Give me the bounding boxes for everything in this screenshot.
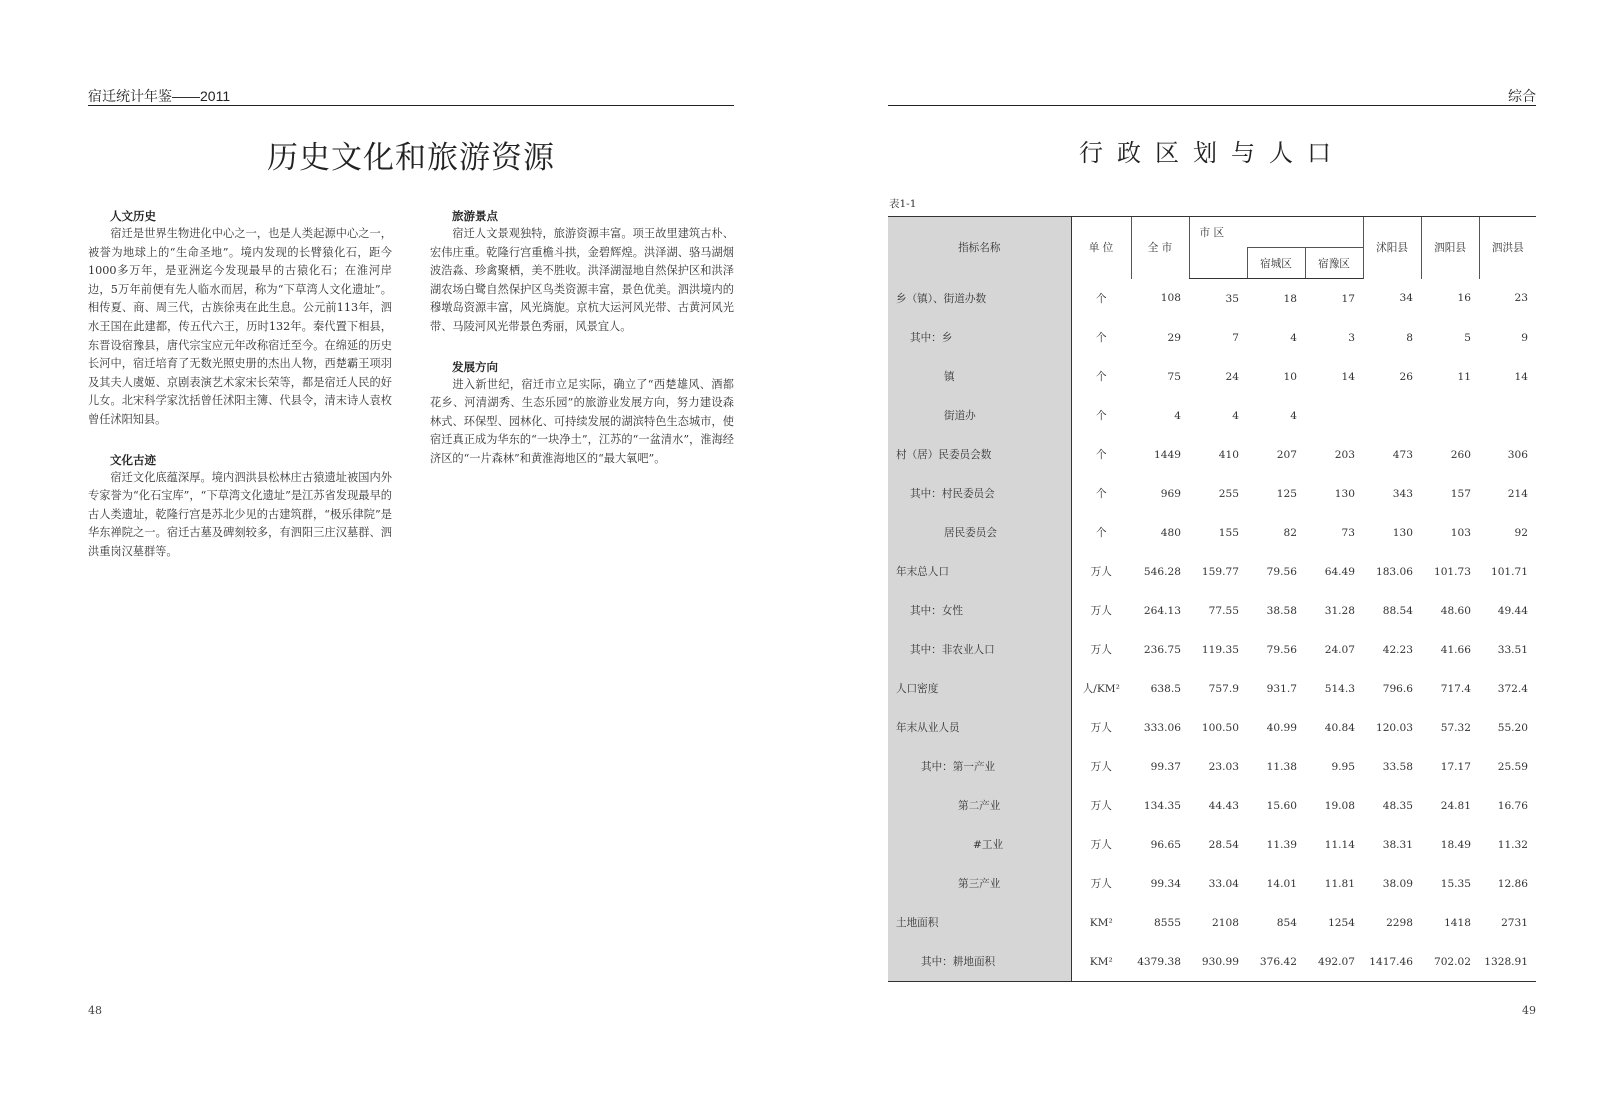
cell-sucheng: 38.58 [1266, 604, 1297, 617]
cell-shuyang: 34 [1399, 292, 1414, 305]
cell-city: 236.75 [1143, 643, 1181, 656]
table-row [888, 591, 1536, 630]
cell-sihong: 33.51 [1497, 643, 1529, 656]
cell-suyu: 492.07 [1305, 942, 1363, 982]
statistics-table [888, 216, 1536, 982]
cell-shuyang: 48.35 [1382, 799, 1414, 812]
cell-suyu: 9.95 [1331, 760, 1356, 773]
cell-suyu: 203 [1334, 448, 1356, 461]
row-unit: 个 [1095, 292, 1107, 305]
cell-sihong: 306 [1507, 448, 1529, 461]
cell-city: 264.13 [1143, 604, 1181, 617]
row-unit: 万人 [1090, 605, 1112, 617]
table-row [888, 903, 1536, 942]
cell-city: 96.65 [1150, 838, 1181, 851]
cell-sihong: 214 [1507, 487, 1529, 500]
right-page-title: 行政区划与人口 [1079, 139, 1345, 167]
cell-suyu: 514.3 [1324, 682, 1356, 695]
cell-shuyang: 38.31 [1382, 838, 1414, 851]
cell-siyang: 17.17 [1440, 760, 1472, 773]
cell-city: 99.34 [1150, 877, 1181, 890]
row-indicator-name: 其中：非农业人口 [888, 630, 1071, 669]
cell-siyang [1421, 396, 1479, 435]
cell-district: 100.50 [1201, 721, 1239, 734]
row-indicator-name: #工业 [888, 825, 1071, 864]
row-indicator-name: 镇 [888, 357, 1071, 396]
section-heading-attractions: 旅游景点 [452, 211, 498, 223]
row-unit: 个 [1095, 332, 1107, 344]
cell-suyu: 11.14 [1324, 838, 1356, 851]
cell-city: 8555 [1154, 916, 1181, 929]
table-row [888, 786, 1536, 825]
cell-sucheng: 40.99 [1266, 721, 1297, 734]
cell-district: 4 [1232, 409, 1239, 422]
cell-district: 410 [1218, 448, 1239, 461]
cell-shuyang: 33.58 [1382, 760, 1414, 773]
cell-siyang: 101.73 [1433, 565, 1472, 578]
cell-shuyang: 38.09 [1382, 877, 1414, 890]
right-page-number: 49 [1522, 1004, 1536, 1017]
right-header-rule [888, 105, 1536, 106]
header-district-blank [1189, 248, 1247, 279]
row-unit: 万人 [1090, 722, 1112, 734]
table-row [888, 318, 1536, 357]
cell-shuyang: 120.03 [1375, 721, 1414, 734]
table-row [888, 630, 1536, 669]
cell-siyang: 57.32 [1440, 721, 1472, 734]
row-unit: 万人 [1090, 800, 1112, 812]
header-shuyang: 沭阳县 [1363, 217, 1421, 279]
cell-district: 255 [1218, 487, 1239, 500]
row-unit: 个 [1095, 527, 1107, 539]
table-row [888, 552, 1536, 591]
left-column-1 [88, 208, 392, 562]
cell-shuyang: 8 [1406, 331, 1414, 344]
cell-sucheng: 376.42 [1247, 942, 1305, 982]
cell-shuyang: 796.6 [1382, 682, 1414, 695]
header-unit: 单 位 [1071, 217, 1131, 279]
row-indicator-name: 年末总人口 [888, 552, 1071, 591]
row-indicator-name: 其中：女性 [888, 591, 1071, 630]
cell-suyu: 73 [1341, 526, 1356, 539]
cell-suyu: 19.08 [1324, 799, 1356, 812]
cell-siyang: 24.81 [1440, 799, 1472, 812]
table-row [888, 474, 1536, 513]
header-city: 全 市 [1131, 217, 1189, 279]
row-unit: 个 [1095, 488, 1107, 500]
row-indicator-name: 其中：耕地面积 [888, 942, 1071, 982]
row-unit: 个 [1095, 371, 1107, 383]
cell-siyang: 702.02 [1421, 942, 1479, 982]
cell-city: 99.37 [1150, 760, 1181, 773]
cell-sucheng: 125 [1276, 487, 1297, 500]
cell-suyu: 130 [1334, 487, 1356, 500]
cell-siyang: 103 [1450, 526, 1472, 539]
header-siyang: 泗阳县 [1421, 217, 1479, 279]
cell-suyu: 64.49 [1324, 565, 1356, 578]
cell-shuyang: 2298 [1386, 916, 1414, 929]
cell-shuyang: 88.54 [1382, 604, 1414, 617]
cell-sucheng: 11.38 [1266, 760, 1297, 773]
cell-sihong: 55.20 [1497, 721, 1529, 734]
cell-sihong: 14 [1514, 370, 1529, 383]
cell-city: 108 [1160, 292, 1181, 305]
cell-sihong: 2731 [1501, 916, 1529, 929]
cell-district: 155 [1218, 526, 1239, 539]
right-running-header: 综合 [1508, 88, 1536, 104]
cell-sucheng: 18 [1283, 292, 1297, 305]
section-heading-development: 发展方向 [452, 361, 498, 374]
table-row [888, 357, 1536, 396]
row-indicator-name: 第三产业 [888, 864, 1071, 903]
cell-siyang: 5 [1464, 331, 1472, 344]
left-page-title: 历史文化和旅游资源 [267, 140, 555, 176]
section-text-attractions: 宿迁人文景观独特，旅游资源丰富。项王故里建筑古朴、宏伟庄重。乾隆行宫重檐斗拱，金碧辉煌。洪泽湖、骆马湖烟波浩淼、珍禽聚栖，美不胜收。洪泽湖湿地自然保护区和洪泽湖农场白鹭自然保护区鸟类资源丰富，景色优美。泗洪境内的穆墩岛资源丰富，风光旖旎。京杭大运河风光带、古黄河风光带、马陵河风光带景色秀丽，风景宜人。 [430, 227, 734, 333]
cell-district: 119.35 [1201, 643, 1239, 656]
cell-suyu: 1254 [1328, 916, 1356, 929]
cell-sucheng: 11.39 [1266, 838, 1297, 851]
header-sucheng: 宿城区 [1247, 248, 1305, 279]
row-indicator-name: 第二产业 [888, 786, 1071, 825]
cell-siyang: 48.60 [1440, 604, 1472, 617]
cell-sihong: 372.4 [1497, 682, 1529, 695]
cell-city: 134.35 [1143, 799, 1181, 812]
cell-sihong: 49.44 [1497, 604, 1529, 617]
cell-sihong: 25.59 [1497, 760, 1529, 773]
table-row [888, 708, 1536, 747]
cell-district: 23.03 [1208, 760, 1239, 773]
cell-city: 546.28 [1143, 565, 1181, 578]
cell-sihong: 1328.91 [1479, 942, 1536, 982]
cell-shuyang: 42.23 [1382, 643, 1414, 656]
cell-sihong: 11.32 [1497, 838, 1529, 851]
table-label: 表1-1 [889, 198, 917, 210]
table-row [888, 864, 1536, 903]
row-indicator-name: 居民委员会 [888, 513, 1071, 552]
cell-shuyang: 343 [1392, 487, 1414, 500]
cell-siyang: 11 [1457, 370, 1472, 383]
section-text-relics: 宿迁文化底蕴深厚。境内泗洪县松林庄古猿遗址被国内外专家誉为“化石宝库”，“下草湾文化遗址”是江苏省发现最早的古人类遗址，乾隆行宫是苏北少见的古建筑群，“极乐律院”是华东禅院之一。宿迁古墓及碑刻较多，有泗阳三庄汉墓群、泗洪重岗汉墓群等。 [88, 470, 392, 558]
cell-district: 2108 [1212, 916, 1239, 929]
cell-city: 29 [1167, 331, 1181, 344]
cell-siyang: 15.35 [1440, 877, 1472, 890]
row-indicator-name: 年末从业人员 [888, 708, 1071, 747]
cell-district: 24 [1225, 370, 1239, 383]
left-running-header: 宿迁统计年鉴——2011 [88, 88, 231, 104]
header-indicator: 指标名称 [888, 217, 1071, 279]
row-indicator-name: 其中：村民委员会 [888, 474, 1071, 513]
cell-sucheng: 4 [1290, 331, 1297, 344]
cell-siyang: 260 [1450, 448, 1472, 461]
left-page-number: 48 [88, 1004, 102, 1017]
row-indicator-name: 其中：乡 [888, 318, 1071, 357]
row-unit: 万人 [1090, 566, 1112, 578]
cell-city: 480 [1160, 526, 1181, 539]
cell-sucheng: 79.56 [1266, 565, 1297, 578]
cell-district: 930.99 [1189, 942, 1247, 982]
row-unit: KM² [1089, 916, 1113, 929]
table-row [888, 747, 1536, 786]
cell-sihong: 101.71 [1490, 565, 1529, 578]
section-heading-history: 人文历史 [110, 211, 156, 223]
cell-sucheng: 854 [1276, 916, 1297, 929]
cell-sihong: 12.86 [1497, 877, 1529, 890]
cell-sucheng: 15.60 [1266, 799, 1297, 812]
cell-district: 28.54 [1208, 838, 1239, 851]
row-unit: 万人 [1090, 878, 1112, 890]
cell-shuyang: 1417.46 [1363, 942, 1421, 982]
header-sihong: 泗洪县 [1479, 217, 1536, 279]
row-indicator-name: 其中：第一产业 [888, 747, 1071, 786]
row-unit: 万人 [1090, 761, 1112, 773]
table-row [888, 825, 1536, 864]
row-unit: 人/KM² [1082, 683, 1120, 695]
row-indicator-name: 村（居）民委员会数 [888, 435, 1071, 474]
row-indicator-name: 人口密度 [888, 669, 1071, 708]
section-heading-relics: 文化古迹 [110, 454, 156, 467]
row-unit: 个 [1095, 449, 1107, 461]
row-indicator-name: 土地面积 [888, 903, 1071, 942]
cell-siyang: 717.4 [1440, 682, 1472, 695]
table-row [888, 669, 1536, 708]
cell-suyu: 3 [1348, 331, 1356, 344]
table-row [888, 513, 1536, 552]
cell-sucheng: 79.56 [1266, 643, 1297, 656]
cell-city: 75 [1167, 370, 1181, 383]
cell-suyu: 17 [1341, 292, 1356, 305]
cell-sucheng: 82 [1283, 526, 1297, 539]
cell-city: 1449 [1154, 448, 1181, 461]
cell-sihong [1479, 396, 1536, 435]
cell-shuyang: 473 [1392, 448, 1414, 461]
cell-sucheng: 10 [1283, 370, 1297, 383]
cell-district: 33.04 [1208, 877, 1239, 890]
cell-siyang: 18.49 [1440, 838, 1472, 851]
cell-district: 7 [1232, 331, 1239, 344]
section-text-history: 宿迁是世界生物进化中心之一，也是人类起源中心之一，被誉为地球上的“生命圣地”。境内发现的长臂猿化石，距今1000多万年，是亚洲迄今发现最早的古猿化石；在淮河岸边，5万年前便有先人临水而居，称为“下草湾人文化遗址”。相传夏、商、周三代，古族徐夷在此生息。公元前113年，泗水王国在此建都，传五代六王，历时132年。秦代置下相县，东晋设宿豫县，唐代宗宝应元年改称宿迁至今。在绵延的历史长河中，宿迁培育了无数光照史册的杰出人物，西楚霸王项羽及其夫人虞姬、京剧表演艺术家宋长荣等，都是宿迁人民的好儿女。北宋科学家沈括曾任沭阳主簿、代县令，清末诗人袁枚曾任沭阳知县。 [88, 227, 392, 426]
left-header-rule [88, 105, 734, 106]
cell-sihong: 92 [1514, 526, 1529, 539]
row-unit: 个 [1095, 410, 1107, 422]
cell-city: 4 [1174, 409, 1181, 422]
table-row [888, 396, 1536, 435]
cell-city: 969 [1160, 487, 1181, 500]
cell-siyang: 41.66 [1440, 643, 1472, 656]
cell-district: 44.43 [1208, 799, 1239, 812]
header-district: 市 区 [1189, 217, 1363, 248]
row-unit: 万人 [1090, 644, 1112, 656]
cell-sihong: 23 [1514, 292, 1529, 305]
cell-shuyang: 26 [1399, 370, 1414, 383]
header-suyu: 宿豫区 [1305, 248, 1363, 279]
row-indicator-name: 街道办 [888, 396, 1071, 435]
cell-city: 638.5 [1150, 682, 1181, 695]
cell-sihong: 9 [1521, 331, 1529, 344]
cell-sucheng: 14.01 [1266, 877, 1297, 890]
cell-sucheng: 4 [1290, 409, 1297, 422]
cell-sucheng: 931.7 [1266, 682, 1297, 695]
table-row [888, 279, 1536, 319]
table-row [888, 942, 1536, 982]
row-unit: KM² [1071, 942, 1131, 982]
row-indicator-name: 乡（镇）、街道办数 [888, 279, 1071, 319]
cell-suyu [1305, 396, 1363, 435]
cell-shuyang: 130 [1392, 526, 1414, 539]
cell-suyu: 11.81 [1324, 877, 1356, 890]
cell-district: 159.77 [1201, 565, 1239, 578]
cell-suyu: 40.84 [1324, 721, 1356, 734]
cell-siyang: 16 [1457, 292, 1472, 305]
cell-shuyang [1363, 396, 1421, 435]
cell-siyang: 157 [1450, 487, 1472, 500]
cell-district: 757.9 [1208, 682, 1239, 695]
cell-shuyang: 183.06 [1375, 565, 1414, 578]
cell-siyang: 1418 [1444, 916, 1472, 929]
cell-suyu: 14 [1341, 370, 1356, 383]
cell-suyu: 24.07 [1324, 643, 1356, 656]
cell-city: 4379.38 [1131, 942, 1189, 982]
cell-city: 333.06 [1143, 721, 1181, 734]
cell-district: 35 [1225, 292, 1239, 305]
cell-sihong: 16.76 [1497, 799, 1529, 812]
row-unit: 万人 [1090, 839, 1112, 851]
table-row [888, 435, 1536, 474]
cell-sucheng: 207 [1276, 448, 1297, 461]
left-column-2 [430, 208, 734, 469]
section-text-development: 进入新世纪，宿迁市立足实际，确立了“西楚雄风、酒都花乡、河清湖秀、生态乐园”的旅游业发展方向，努力建设森林式、环保型、园林化、可持续发展的湖滨特色生态城市，使宿迁真正成为华东的“一块净土”，江苏的“一盆清水”，淮海经济区的“一片森林”和黄淮海地区的“最大氧吧”。 [430, 377, 734, 465]
cell-district: 77.55 [1208, 604, 1239, 617]
cell-suyu: 31.28 [1324, 604, 1356, 617]
